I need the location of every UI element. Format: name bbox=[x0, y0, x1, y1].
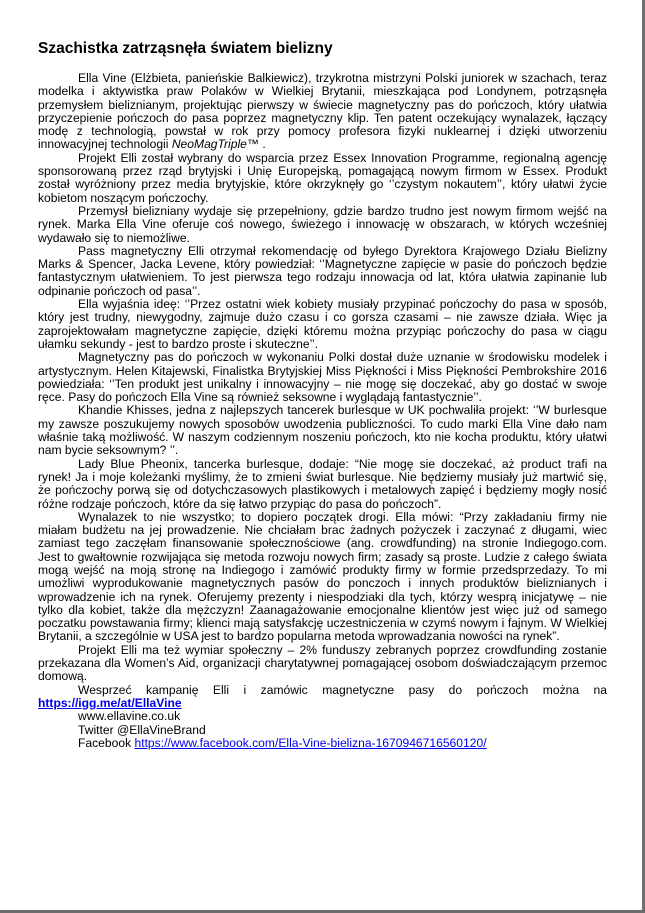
support-text: Wesprzeć kampanię Elli i zamówic magnetyczne pasy do pończoch można na bbox=[78, 682, 607, 697]
website-line: www.ellavine.co.uk bbox=[78, 709, 181, 724]
paragraph-3: Przemysł bielizniany wydaje się przepełniony, gdzie bardzo trudno jest nowym firmom wejść na rynek. Marka Ella Vine oferuje coś nowego, świeżego i innowację w obszarach, w których wcześniej wydawało się to niemożliwe. bbox=[38, 203, 607, 245]
paragraph-4: Pass magnetyczny Elli otrzymał rekomendację od byłego Dyrektora Krajowego Działu Bielizny Marks & Spencer, Jacka Levene, który powiedział: ‘’Magnetyczne zapięcie w pasie do pończoch będzie fantastycznym ułatwieniem. To jest pierwsza tego rodzaju innowacja od lat, która ułatwia zapinanie lub odpinanie pończoch od pasa’’. bbox=[38, 243, 607, 298]
facebook-line bbox=[78, 737, 607, 750]
technology-name: NeoMagTriple™ bbox=[171, 137, 259, 152]
paragraph-10: Projekt Elli ma też wymiar społeczny – 2% funduszy zebranych poprzez crowdfunding zostanie przekazana dla Women’s Aid, organizacji charytatywnej pomagającej osobom doświadczającym przemoc domową. bbox=[38, 642, 607, 684]
paragraph-support bbox=[38, 684, 607, 711]
paragraph-8: Lady Blue Pheonix, tancerka burlesque, dodaje: “Nie mogę sie doczekać, aż product trafi na rynek! Ja i moje koleżanki myślimy, że to zmieni świat burlesque. Nie będziemy musiały już martwić się, że pończochy porwą się od dotychczasowych plastikowych i metalowych zapięć i będziemy mogły nosić różne rodzaje pończoch, które da się łatwo przypiąc do pasa do pończoch”. bbox=[38, 456, 607, 511]
article-body bbox=[38, 72, 607, 710]
paragraph-6: Magnetyczny pas do pończoch w wykonaniu Polki dostał duże uznanie w środowisku modelek i artystycznym. Helen Kitajewski, Finalistka Brytyjskiej Miss Piękności i Miss Piękności Pembrokshire 2016 powiedziała: ‘’Ten produkt jest unikalny i innowacyjny – nie mogę się doczekać, aby go dostać w swoje ręce. Pasy do pończoch Ella Vine są również seksowne i wyglądają fantastycznie’’. bbox=[38, 350, 607, 405]
paragraph-9: Wynalazek to nie wszystko; to dopiero początek drogi. Ella mówi: “Przy zakładaniu firmy nie miałam budżetu na jej prowadzenie. Nie chciałam brac żadnych pożyczek i zaczynać z długami, wiec zamiast tego zaczęłam finansowanie społecznościowe (ang. crowdfunding) na stronie Indiegogo.com. Jest to gwałtownie rozwijająca się metoda rozwoju nowych firm; zasady są proste. Ludzie z całego świata mogą wejść na moją stronę na Indiegogo i zamówić produkty firmy w formie przedsprzedazy. To mi umożliwi wyprodukowanie magnetycznych pasów do ponczoch i innych produktów bieliznianych i wprowadzenie ich na rynek. Oferujemy prezenty i niespodziaki dla tych, którzy wesprą inicjatywę – nie tylko dla kobiet, także dla mężczyzn! Zaanagażowanie emocjonalne klientów jest więc już od samego poczatku powstawania firmy; klienci mają satysfakcję uczestniczenia w czymś nowym i fajnym. W Wielkiej Brytanii, a szczególnie w USA jest to bardzo popularna metoda wprowadzania nowości na rynek”. bbox=[38, 509, 607, 644]
paragraph-1-end: . bbox=[258, 137, 266, 152]
paragraph-1 bbox=[38, 72, 607, 152]
paragraph-5: Ella wyjaśnia ideę: ‘’Przez ostatni wiek kobiety musiały przypinać pończochy do pasa w sposób, który jest trudny, niewygodny, zajmuje dużo czasu i co gorsza czasami – nie zawsze działa. Więc ja zaprojektowałam magnetyczne zapięcie, dzięki któremu można przypiąc pończochy do pasa w ciągu ułamku sekundy - jest to bardzo proste i skuteczne’’. bbox=[38, 297, 607, 351]
article-title: Szachistka zatrząsnęła światem bielizny bbox=[38, 40, 333, 57]
paragraph-1-main: Ella Vine (Elżbieta, panieńskie Balkiewicz), trzykrotna mistrzyni Polski juniorek w szachach, teraz modelka i aktywistka praw Polaków w Wielkiej Brytanii, mieszkająca pod Londynem, potrząsnęła przemysłem bieliznianym, projektując pierwszy w świecie magnetyczny pas do pończoch, który ułatwia przyczepienie pończoch do pasa poprzez magnetyczny klip. Ten patent oczekujący wynalazek, łączący modę z technologią, powstał w rok przy pomocy profesora fizyki nuklearnej i dzięki utworzeniu innowacyjnej technologii bbox=[38, 71, 607, 152]
paragraph-2: Projekt Elli został wybrany do wsparcia przez Essex Innovation Programme, regionalną agencję sponsorowaną przez rząd brytyjski i Unię Europejską, pomagającą nowym firmom w Essex. Produkt został wyróżniony przez media brytyjskie, które okrzyknęły go ‘’czystym nokautem’’, który ułatwi życie kobietom noszącym pończochy. bbox=[38, 150, 607, 205]
contact-block bbox=[38, 710, 607, 750]
facebook-label: Facebook bbox=[78, 735, 135, 750]
campaign-link[interactable]: https://igg.me/at/EllaVine bbox=[38, 695, 182, 710]
paragraph-7: Khandie Khisses, jedna z najlepszych tancerek burlesque w UK pochwaliła projekt: ‘’W burlesque my zawsze poszukujemy nowych sposobów uwodzenia publiczności. To cudo marki Ella Vine dało nam właśnie taką możliwość. W naszym codziennym noszeniu pończoch, kto nie kocha produktu, który ułatwi nam bycie seksownym? ’’. bbox=[38, 403, 607, 458]
twitter-line: Twitter @EllaVineBrand bbox=[78, 722, 206, 737]
facebook-link[interactable]: https://www.facebook.com/Ella-Vine-bielizna-1670946716560120/ bbox=[134, 735, 487, 750]
